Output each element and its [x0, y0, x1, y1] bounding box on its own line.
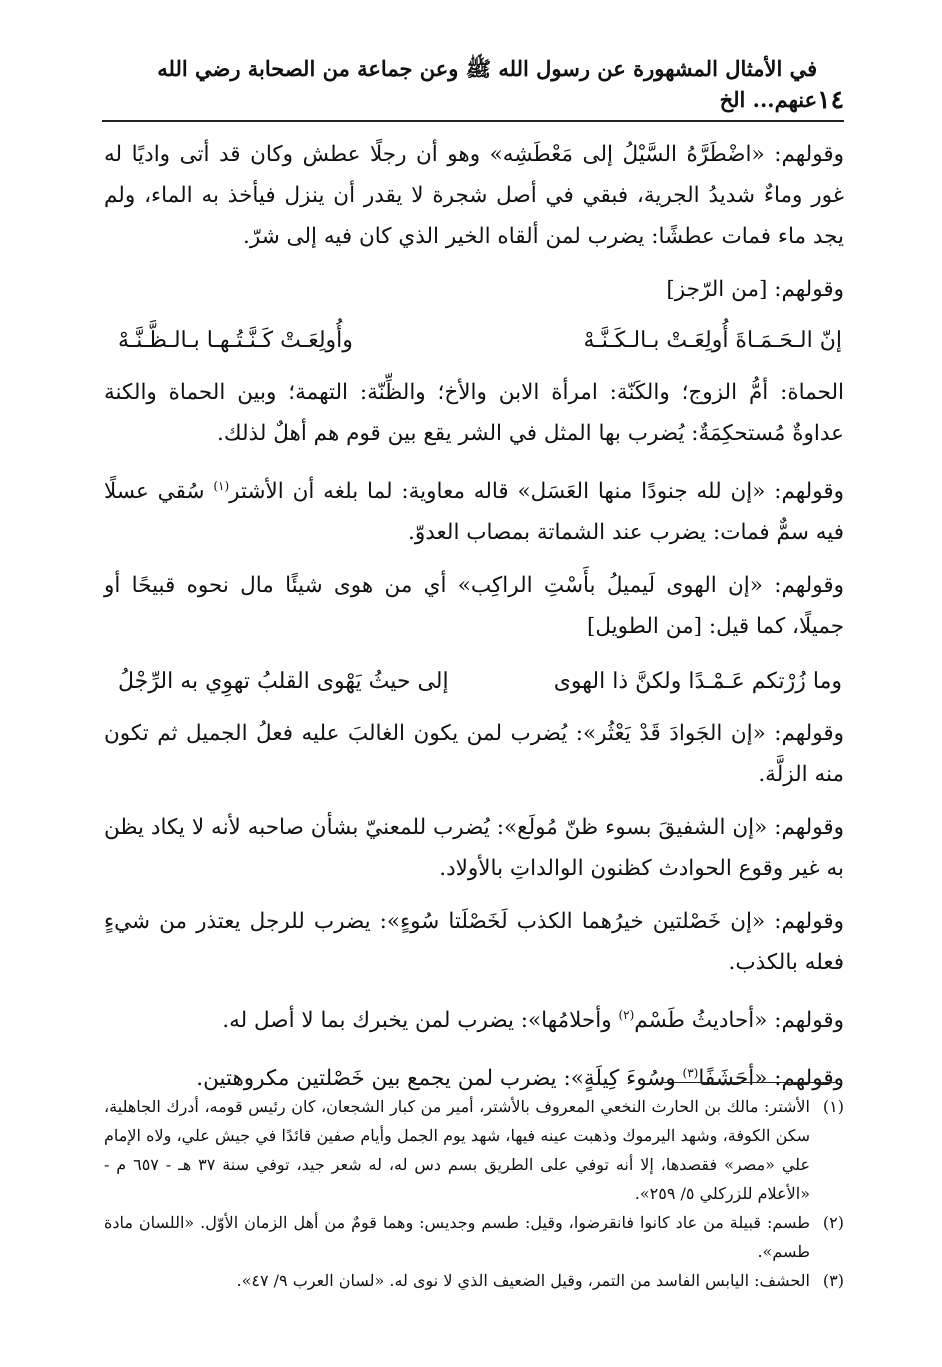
verse-hemistich-first: إنّ الـحَـمَـاةَ أُولِعَـتْ بـالـكَـنَّـهْ — [583, 328, 842, 353]
footnote-2 — [104, 1208, 844, 1266]
footnote-text: طسم: قبيلة من عاد كانوا فانقرضوا، وقيل: طسم وجديس: وهما قومٌ من أهل الزمان الأوّل. «اللسان مادة طسم». — [104, 1213, 810, 1261]
footnote-1 — [104, 1092, 844, 1208]
paragraph-proverb-2 — [104, 466, 844, 553]
paragraph-proverb-3: وقولهم: «إن الهوى لَيميلُ بأَسْتِ الراكِب» أي من هوى شيئًا مال نحوه قبيحًا أو جميلًا، كما قيل: [من الطويل] — [104, 573, 844, 640]
paragraph-text: وأحلامُها»: يضرب لمن يخبرك بما لا أصل له. — [222, 1008, 619, 1034]
footnote-ref-2: (٢) — [618, 1008, 635, 1023]
footnote-ref-1: (١) — [213, 479, 230, 493]
paragraph-text: وسُوءَ كِيلَةٍ»: يضرب لمن يجمع بين خَصْلتين مكروهتين. — [196, 1066, 683, 1092]
paragraph-proverb-1: وقولهم: «اضْطَرَّهُ السَّيْلُ إلى مَعْطَشِه» وهو أن رجلًا عطش وكان قد أتى واديًا له غور وماءٌ شديدُ الجرية، فبقي في أصل شجرة لا يقدر أن ينزل فيأخذ به الماء، ولم يجد ماء فمات عطشًا: يضرب لمن ألقاه الخير الذي كان فيه إلى شرّ. — [104, 142, 844, 249]
paragraph-proverb-4: وقولهم: «إن الجَوادَ قَدْ يَعْثُر»: يُضرب لمن يكون الغالبَ عليه فعلُ الجميل ثم تكون منه الزلَّة. — [104, 721, 844, 788]
footnote-3 — [104, 1266, 844, 1295]
page-header — [102, 56, 844, 122]
paragraph-proverb-5: وقولهم: «إن الشفيقَ بسوء ظنّ مُولَع»: يُضرب للمعنيّ بشأن صاحبه لأنه لا يكاد يظن به غير وقوع الحوادث كظنون الوالداتِ بالأولاد. — [104, 815, 844, 882]
footnote-separator — [660, 1082, 836, 1083]
footnotes — [104, 1092, 844, 1295]
verse-hemistich-second: وأُولِعَـتْ كَـنَّـتُـهـا بـالـظَّـنَّـهْ — [118, 328, 353, 353]
meter-label-rajaz: وقولهم: [من الرّجز] — [666, 277, 844, 302]
paragraph-text: وقولهم: «أحَشَفًا — [698, 1066, 844, 1092]
footnote-text: الحشف: اليابس الفاسد من التمر، وقيل الضعيف الذي لا نوى له. «لسان العرب ٩/ ٤٧». — [236, 1271, 810, 1290]
footnote-number: (١) — [822, 1097, 844, 1116]
paragraph-text: سُقي عسلًا فيه سمٌّ فمات: يضرب عند الشماتة بمصاب العدوّ. — [104, 479, 844, 546]
verse-hemistich-second: إلى حيثُ يَهْوى القلبُ تهوِي به الرِّجْلُ — [118, 669, 449, 695]
verse-line-2 — [104, 659, 844, 705]
paragraph-text: وقولهم: «أحاديثُ طَسْم — [634, 1008, 844, 1034]
paragraph-text: وقولهم: «إن لله جنودًا منها العَسَل» قاله معاوية: لما بلغه أن الأشتر — [229, 479, 844, 505]
paragraph-proverb-7 — [104, 995, 844, 1041]
verse-line-1 — [104, 318, 844, 364]
page-number: ١٤ — [817, 85, 844, 114]
running-title: في الأمثال المشهورة عن رسول الله ﷺ وعن جماعة من الصحابة رضي الله عنهم... الخ — [157, 56, 818, 112]
footnote-ref-3: (٣) — [682, 1066, 699, 1081]
main-text — [104, 134, 844, 1111]
paragraph-explanation: الحماة: أمُّ الزوج؛ والكَنّة: امرأة الابن والأخ؛ والظِّنّة: التهمة؛ وبين الحماة والكنة عداوةٌ مُستحكِمَةٌ: يُضرب بها المثل في الشر يقع بين قوم هم أهلٌ لذلك. — [104, 380, 844, 446]
footnote-number: (٢) — [822, 1213, 844, 1232]
paragraph-proverb-6: وقولهم: «إن خَصْلتين خيرُهما الكذب لَخَصْلَتا سُوءٍ»: يضرب للرجل يعتذر من شيءٍ فعله بالكذب. — [104, 909, 844, 976]
footnote-text: الأشتر: مالك بن الحارث النخعي المعروف بالأشتر، أمير من كبار الشجعان، كان رئيس قومه، أدرك الجاهلية، سكن الكوفة، وشهد اليرموك وذهبت عينه فيها، شهد يوم الجمل وأيام صفين قائدًا في جيش علي، ولاه الإمام علي «مصر» فقصدها، إلا أنه توفي على الطريق بسم دس له، له شعر جيد، توفي سنة ٣٧ هـ - ٦٥٧ م - «الأعلام للزركلي ٥/ ٢٥٩». — [104, 1097, 811, 1203]
verse-hemistich-first: وما زُرْتكم عَـمْـدًا ولكنَّ ذا الهوى — [553, 669, 842, 695]
footnote-number: (٣) — [822, 1271, 844, 1290]
